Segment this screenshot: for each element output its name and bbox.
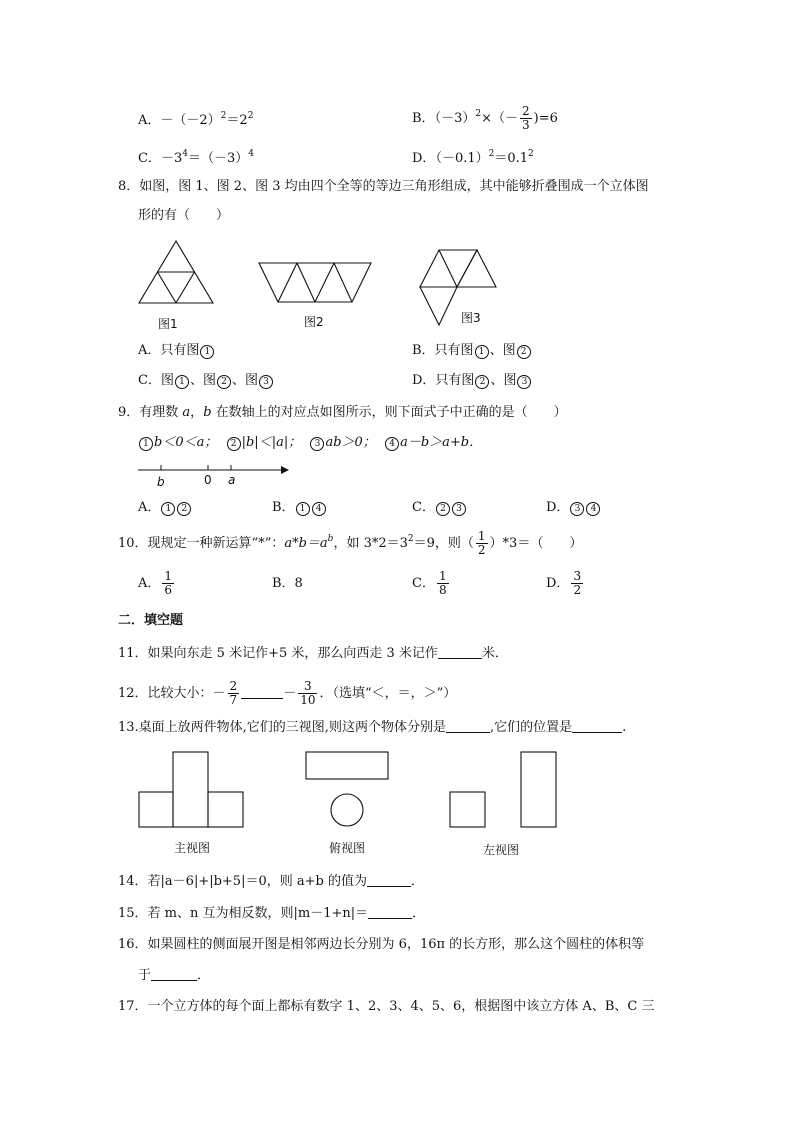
q11: 11．如果向东走 5 米记作+5 米，那么向西走 3 米记作 米． [118,646,508,661]
circled-number: 1 [139,437,153,451]
answer-blank[interactable] [572,719,622,733]
fraction: $\frac{1}{8}$ [438,569,447,597]
top-view [306,752,388,826]
answer-blank[interactable] [151,967,197,981]
q8-option-c: C．图 1 、图 2 、图 3 [138,372,274,390]
circled-number: 1 [200,345,214,359]
circled-number: 3 [452,502,466,516]
q10-option-d: D． $\frac{3}{2}$ [546,569,582,597]
answer-blank[interactable] [241,685,283,699]
q14: 14．若|a－6|+|b+5|＝0，则 a+b 的值为 ． [118,874,424,889]
q9-option-d: D． 3 4 [546,499,601,517]
q10-stem: 10．现规定一种新运算“*”：$a*b=a^b$，如 $3*2=3^2=9$，则（ $\frac{1}{2}$ ）*3＝（ ） [118,529,583,557]
q9-number-line [0,455,794,495]
circled-number: 3 [570,502,584,516]
circled-number: 3 [310,437,324,451]
fraction: $\frac{1}{2}$ [477,529,486,557]
fraction: $\frac{3}{2}$ [573,569,582,597]
fraction: $\frac{3}{10}$ [300,679,316,707]
q16-line1: 16．如果圆柱的侧面展开图是相邻两边长分别为 6，16π 的长方形，那么这个圆柱的体积等 [118,937,645,952]
figure-3-triangles [420,250,496,325]
left-view-label: 左视图 [483,843,520,857]
top-view-label: 俯视图 [329,841,366,855]
circled-number: 2 [177,502,191,516]
q13-three-views [0,745,794,865]
q9-option-c: C． 2 3 [412,499,467,517]
figure-3-label: 图3 [461,311,481,325]
q17-line1: 17．一个立方体的每个面上都标有数字 1、2、3、4、5、6，根据图中该立方体 A、B、C 三 [118,999,655,1014]
q13: 13.桌面上放两件物体,它们的三视图,则这两个物体分别是 ,它们的位置是 . [118,720,627,735]
circled-number: 4 [385,437,399,451]
figure-1-label: 图1 [158,317,178,331]
circled-number: 4 [586,502,600,516]
circled-number: 3 [517,375,531,389]
axis-label-a: a [228,473,236,487]
axis-label-b: b [157,475,165,489]
fraction: $\frac{2}{7}$ [229,679,238,707]
q8-stem-line2: 形的有（ ） [138,208,230,223]
q12: 12．比较大小：－ $\frac{2}{7}$ － $\frac{3}{10}$ ．（选填“＜，＝，＞”） [118,679,457,707]
q9-statements: 1 b＜0＜a； 2 |b|＜|a|； 3 ab＞0； 4 a－b＞a+b． [138,434,482,452]
figure-2-triangles [259,263,371,302]
q8-option-b: B．只有图 1 、图 2 [412,342,532,360]
answer-blank[interactable] [438,645,482,659]
q8-stem-line1: 8．如图，图 1、图 2、图 3 均由四个全等的等边三角形组成，其中能够折叠围成一个立体图 [118,179,649,194]
circled-number: 1 [296,502,310,516]
q8-option-a: A．只有图 1 [138,342,215,360]
circled-number: 2 [517,345,531,359]
axis-label-zero: 0 [204,473,212,487]
answer-blank[interactable] [368,905,412,919]
answer-blank[interactable] [446,719,490,733]
q10-option-c: C． $\frac{1}{8}$ [412,569,447,597]
figure-2-label: 图2 [304,315,324,329]
fraction: $\frac{2}{3}$ [522,104,530,132]
circled-number: 3 [259,375,273,389]
q10-option-a: A． $\frac{1}{6}$ [138,569,173,597]
front-view [139,752,243,827]
q9-option-b: B． 1 4 [272,499,327,517]
figure-1-triangles [139,241,213,303]
q7-option-d: D．$(-0.1)^2=0.1^2$ [412,149,534,166]
section-heading: 二．填空题 [118,613,184,628]
q8-option-d: D．只有图 2 、图 3 [412,372,532,390]
circled-number: 4 [312,502,326,516]
q8-figures [0,0,794,340]
circled-number: 1 [475,345,489,359]
q7-option-a: A．$-(-2)^2=2^2$ [138,111,254,128]
q16-line2: 于 ． [138,968,211,983]
q10-option-b: B．8 [272,576,303,591]
circled-number: 2 [436,502,450,516]
circled-number: 2 [475,375,489,389]
left-view [450,752,556,827]
q7-option-b: B．$(-3)^2\times(-$ $\frac{2}{3}$ )=6 [412,104,558,132]
circled-number: 2 [217,375,231,389]
fraction: $\frac{1}{6}$ [164,569,173,597]
circled-number: 1 [161,502,175,516]
circled-number: 2 [227,437,241,451]
circled-number: 1 [175,375,189,389]
q9-option-a: A． 1 2 [138,499,192,517]
answer-blank[interactable] [367,873,411,887]
q9-stem: 9．有理数 a，b 在数轴上的对应点如图所示，则下面式子中正确的是（ ） [118,405,567,420]
front-view-label: 主视图 [174,841,211,855]
q15: 15．若 m、n 互为相反数，则|m－1+n|＝ ． [118,906,426,921]
q7-option-c: C．$-3^4=(-3)^4$ [138,149,254,166]
axis-arrow-icon [281,466,289,474]
